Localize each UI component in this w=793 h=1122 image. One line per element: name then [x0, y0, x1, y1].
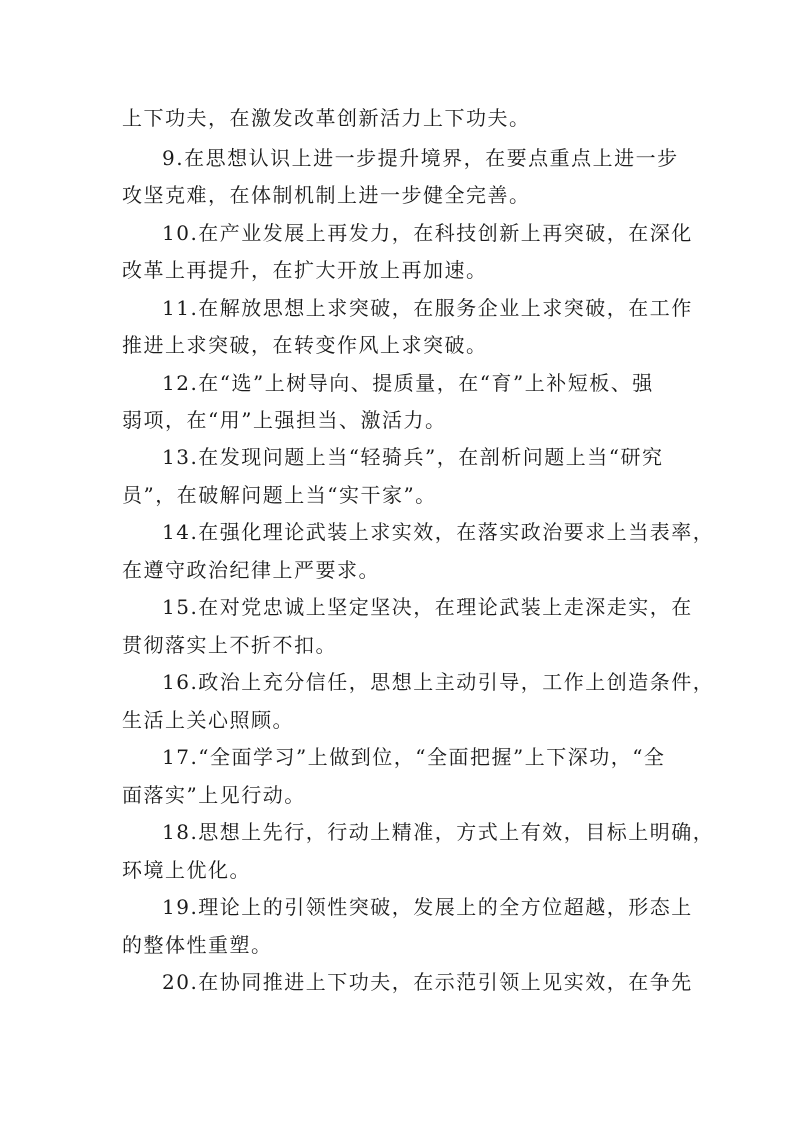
item-9-line-2: 攻坚克难，在体制机制上进一步健全完善。 — [122, 183, 531, 207]
item-12-line-2: 弱项，在“用”上强担当、激活力。 — [122, 408, 447, 432]
item-9-line-1: 9.在思想认识上进一步提升境界，在要点重点上进一步 — [162, 146, 679, 170]
item-16-line-2: 生活上关心照顾。 — [122, 708, 294, 732]
item-17-line-2: 面落实”上见行动。 — [122, 783, 306, 807]
item-15-line-1: 15.在对党忠诚上坚定坚决，在理论武装上走深走实，在 — [162, 595, 693, 619]
text-line-continuation: 上下功夫，在激发改革创新活力上下功夫。 — [122, 106, 531, 130]
item-10-line-2: 改革上再提升，在扩大开放上再加速。 — [122, 258, 488, 282]
item-11-line-2: 推进上求突破，在转变作风上求突破。 — [122, 333, 488, 357]
item-16-line-1: 16.政治上充分信任，思想上主动引导，工作上创造条件， — [162, 670, 715, 694]
item-14-line-2: 在遵守政治纪律上严要求。 — [122, 558, 380, 582]
item-12-line-1: 12.在“选”上树导向、提质量，在“育”上补短板、强 — [162, 371, 654, 395]
item-11-line-1: 11.在解放思想上求突破，在服务企业上求突破，在工作 — [162, 296, 693, 320]
item-10-line-1: 10.在产业发展上再发力，在科技创新上再突破，在深化 — [162, 221, 693, 245]
item-15-line-2: 贯彻落实上不折不扣。 — [122, 633, 337, 657]
item-14-line-1: 14.在强化理论武装上求实效，在落实政治要求上当表率， — [162, 520, 715, 544]
item-13-line-2: 员”，在破解问题上当“实干家”。 — [122, 483, 437, 507]
item-20-line-1: 20.在协同推进上下功夫，在示范引领上见实效，在争先 — [162, 970, 693, 994]
item-13-line-1: 13.在发现问题上当“轻骑兵”，在剖析问题上当“研究 — [162, 445, 664, 469]
item-17-line-1: 17.“全面学习”上做到位，“全面把握”上下深功，“全 — [162, 745, 666, 769]
item-18-line-2: 环境上优化。 — [122, 858, 251, 882]
item-19-line-1: 19.理论上的引领性突破，发展上的全方位超越，形态上 — [162, 895, 693, 919]
item-18-line-1: 18.思想上先行，行动上精准，方式上有效，目标上明确， — [162, 820, 715, 844]
item-19-line-2: 的整体性重塑。 — [122, 933, 273, 957]
